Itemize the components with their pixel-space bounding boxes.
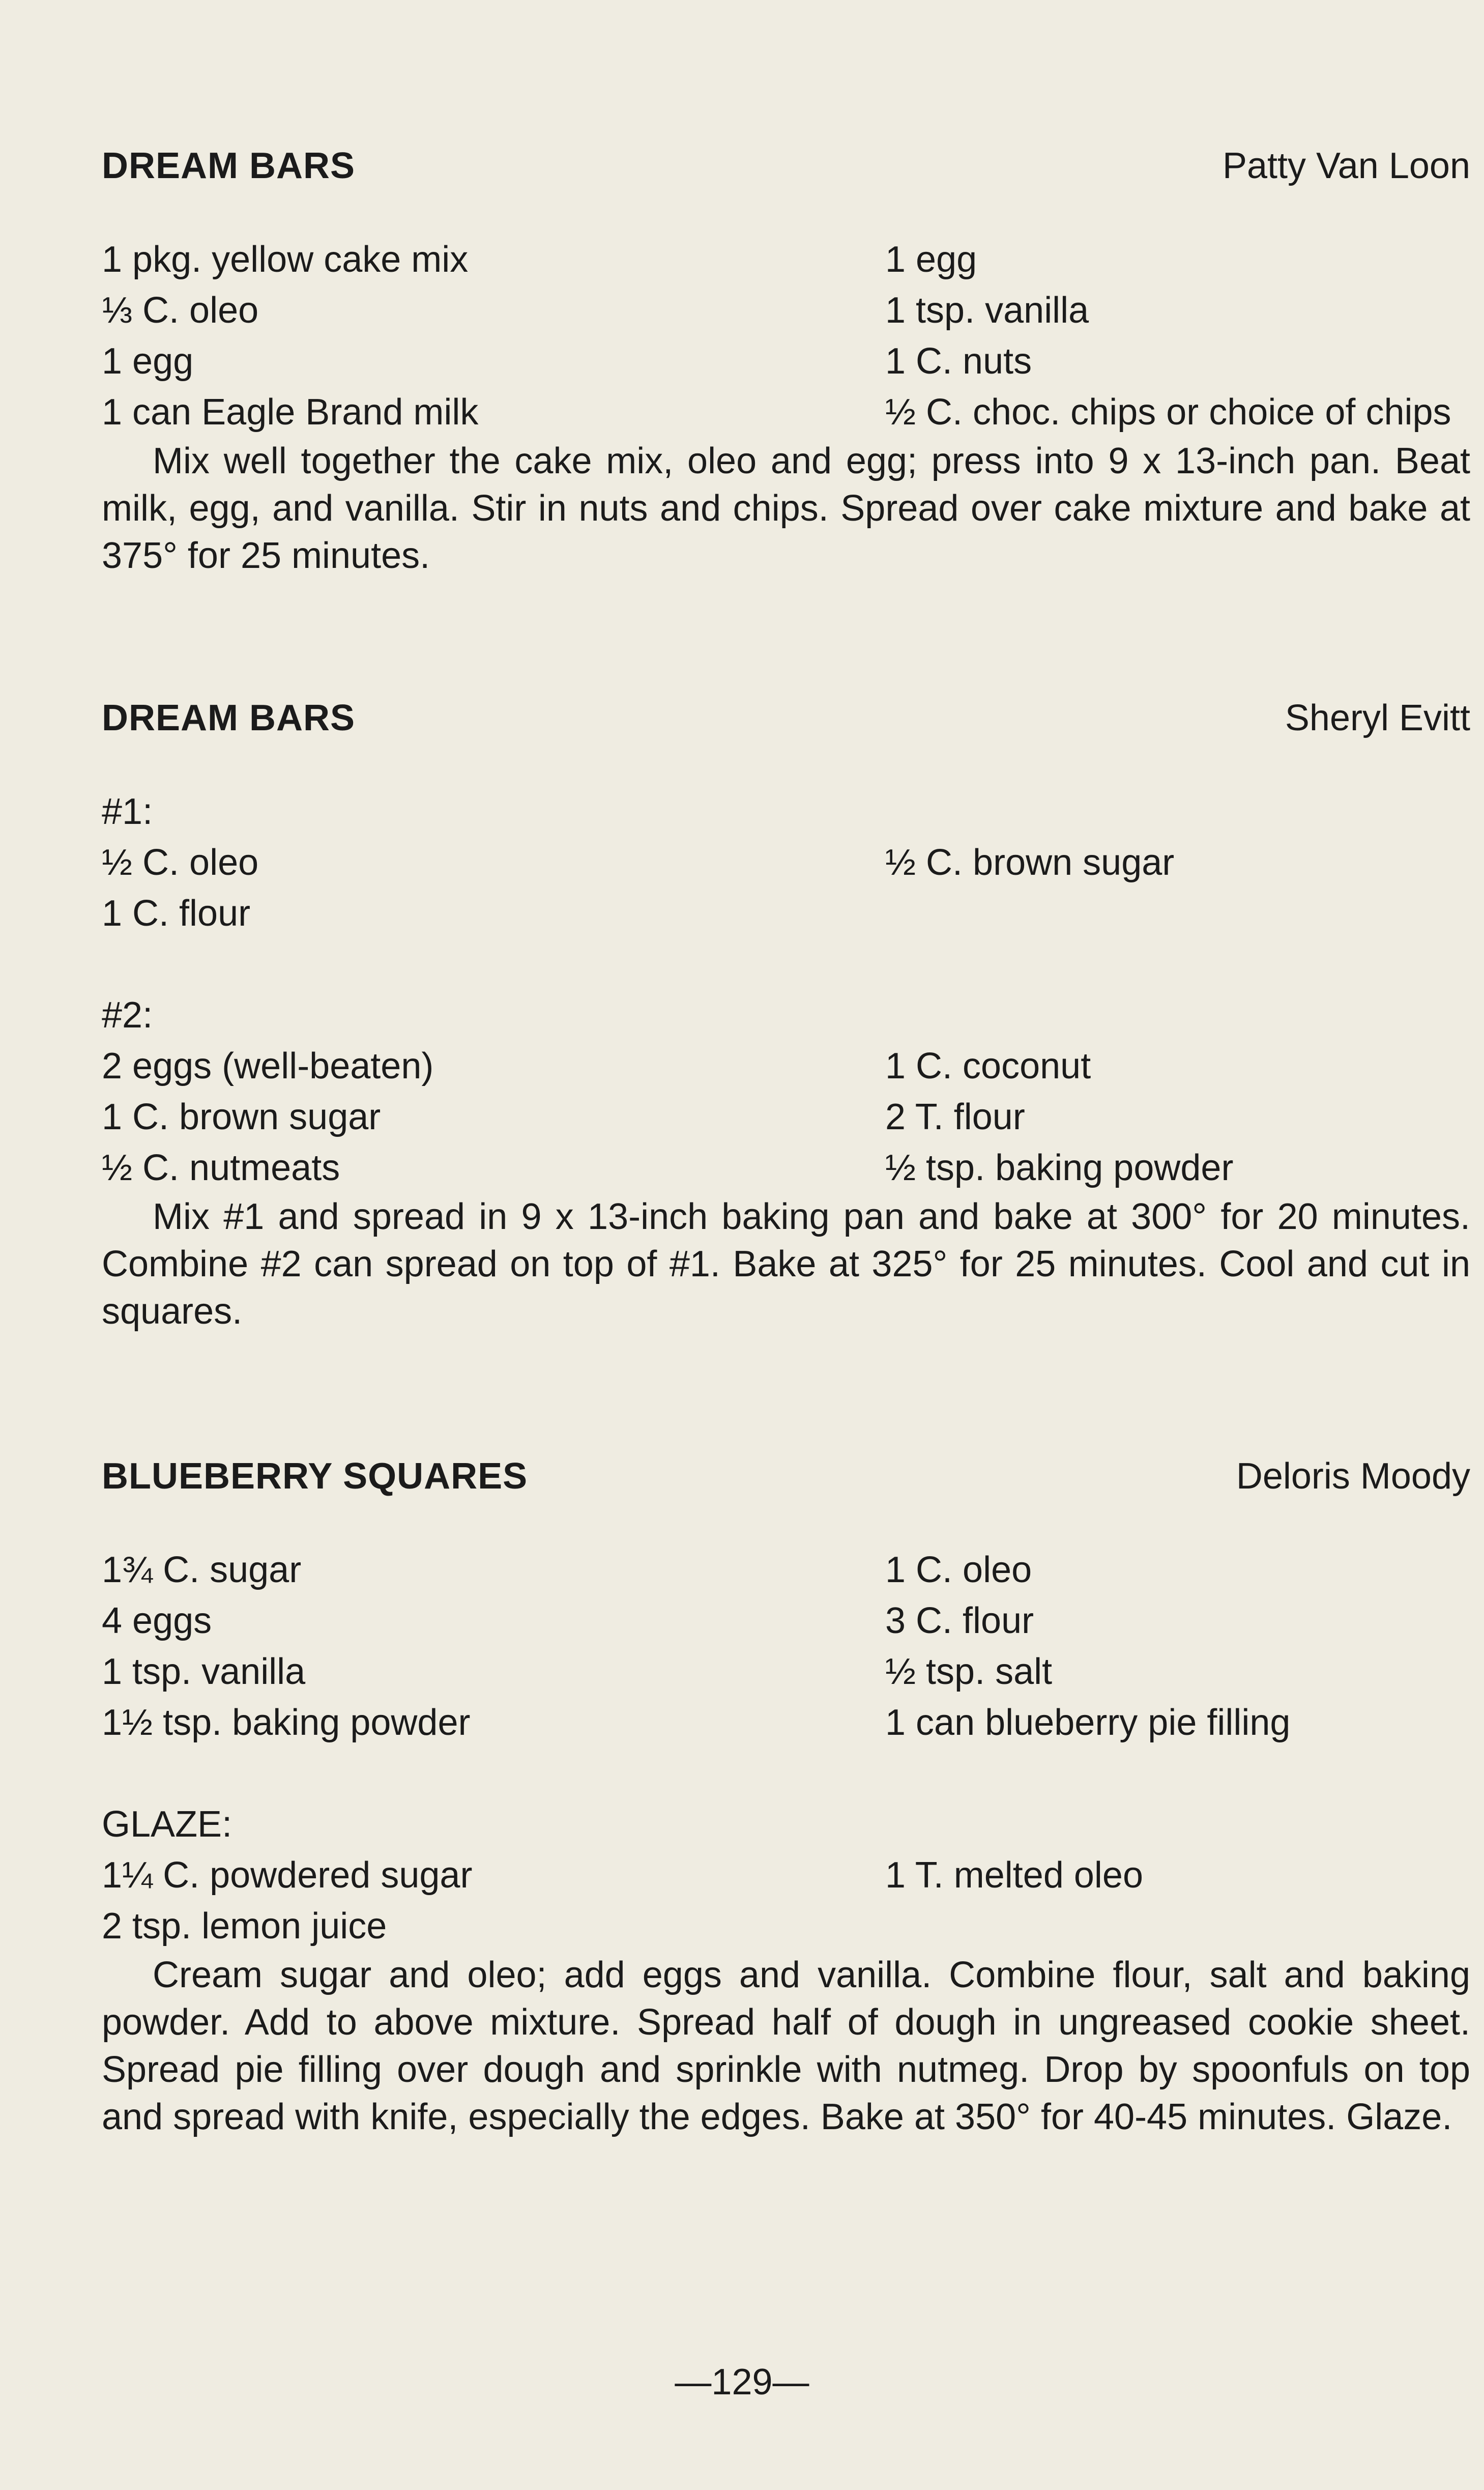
ingredient: 2 eggs (well-beaten): [102, 1046, 434, 1086]
ingredient: 1 can Eagle Brand milk: [102, 392, 479, 433]
ingredient: 2 T. flour: [885, 1097, 1025, 1137]
recipe-title: DREAM BARS: [102, 146, 356, 186]
ingredients-right: [885, 1041, 1470, 1193]
ingredient: ½ C. oleo: [102, 842, 259, 883]
ingredient: 1¾ C. sugar: [102, 1550, 302, 1590]
ingredients-left: [102, 234, 885, 438]
ingredient: 1 C. coconut: [885, 1046, 1091, 1086]
ingredient: ½ tsp. salt: [885, 1651, 1053, 1692]
ingredients: [102, 1041, 1470, 1193]
part-1: [102, 786, 1470, 939]
recipe-instructions: Mix well together the cake mix, oleo and egg; press into 9 x 13-inch pan. Beat milk, egg, and vanilla. Stir in nuts and chips. Spread over cake mixture and bake at 375° for 25 minutes.: [102, 441, 1470, 576]
ingredient: 1 tsp. vanilla: [102, 1651, 306, 1692]
ingredient: 1¼ C. powdered sugar: [102, 1855, 473, 1896]
ingredient: ⅓ C. oleo: [102, 290, 259, 331]
recipe-author: Deloris Moody: [1236, 1456, 1470, 1497]
recipe-instructions: Mix #1 and spread in 9 x 13-inch baking pan and bake at 300° for 20 minutes. Combine #2 can spread on top of #1. Bake at 325° for 25 minutes. Cool and cut in squares.: [102, 1196, 1470, 1332]
recipe-dream-bars-van-loon: [102, 145, 1470, 580]
ingredient: 1 C. flour: [102, 893, 251, 934]
part-2: [102, 990, 1470, 1193]
ingredients: [102, 837, 1470, 939]
recipe-instructions: Cream sugar and oleo; add eggs and vanilla. Combine flour, salt and baking powder. Add to above mixture. Spread half of dough in ungreased cookie sheet. Spread pie filling over dough and sprinkle with nutmeg. Drop by spoonfuls on top and spread with knife, especially the edges. Bake at 350° for 40-45 minutes. Glaze.: [102, 1955, 1470, 2137]
ingredients: [102, 1544, 1470, 1748]
recipe-blueberry-squares: [102, 1455, 1470, 2141]
ingredients-left: [102, 1041, 885, 1193]
ingredient: 1 tsp. vanilla: [885, 290, 1089, 331]
ingredient: 1 C. nuts: [885, 341, 1032, 382]
ingredient: 3 C. flour: [885, 1600, 1034, 1641]
ingredient: 2 tsp. lemon juice: [102, 1906, 387, 1947]
recipe-header: [102, 697, 1470, 753]
ingredient: 1½ tsp. baking powder: [102, 1702, 471, 1743]
glaze: [102, 1799, 1470, 1952]
ingredient: 1 T. melted oleo: [885, 1855, 1143, 1896]
ingredient: ½ tsp. baking powder: [885, 1148, 1234, 1188]
glaze-label: GLAZE:: [102, 1804, 232, 1845]
ingredient: 1 C. brown sugar: [102, 1097, 381, 1137]
recipe-title: DREAM BARS: [102, 698, 356, 738]
ingredients-left: [102, 1850, 885, 1952]
ingredient: ½ C. choc. chips or choice of chips: [885, 392, 1451, 433]
recipe-header: [102, 145, 1470, 201]
page-number: —129—: [675, 2362, 809, 2402]
recipe-author: Sheryl Evitt: [1285, 698, 1470, 738]
ingredients-right: [885, 234, 1470, 438]
ingredients-right: [885, 837, 1470, 939]
ingredient: 1 can blueberry pie filling: [885, 1702, 1291, 1743]
ingredient: ½ C. brown sugar: [885, 842, 1175, 883]
recipe-header: [102, 1455, 1470, 1511]
ingredient: 1 egg: [885, 239, 977, 280]
part-label: #2:: [102, 995, 153, 1036]
ingredient: 1 C. oleo: [885, 1550, 1032, 1590]
ingredients: [102, 1850, 1470, 1952]
ingredients: [102, 234, 1470, 438]
ingredient: 4 eggs: [102, 1600, 212, 1641]
ingredient: 1 pkg. yellow cake mix: [102, 239, 469, 280]
recipe-title: BLUEBERRY SQUARES: [102, 1456, 528, 1497]
recipe-author: Patty Van Loon: [1222, 146, 1470, 186]
ingredients-left: [102, 837, 885, 939]
recipe-dream-bars-evitt: [102, 697, 1470, 1335]
ingredients-left: [102, 1544, 885, 1748]
part-label: #1:: [102, 791, 153, 832]
ingredients-right: [885, 1544, 1470, 1748]
ingredient: ½ C. nutmeats: [102, 1148, 340, 1188]
ingredient: 1 egg: [102, 341, 194, 382]
ingredients-right: [885, 1850, 1470, 1952]
